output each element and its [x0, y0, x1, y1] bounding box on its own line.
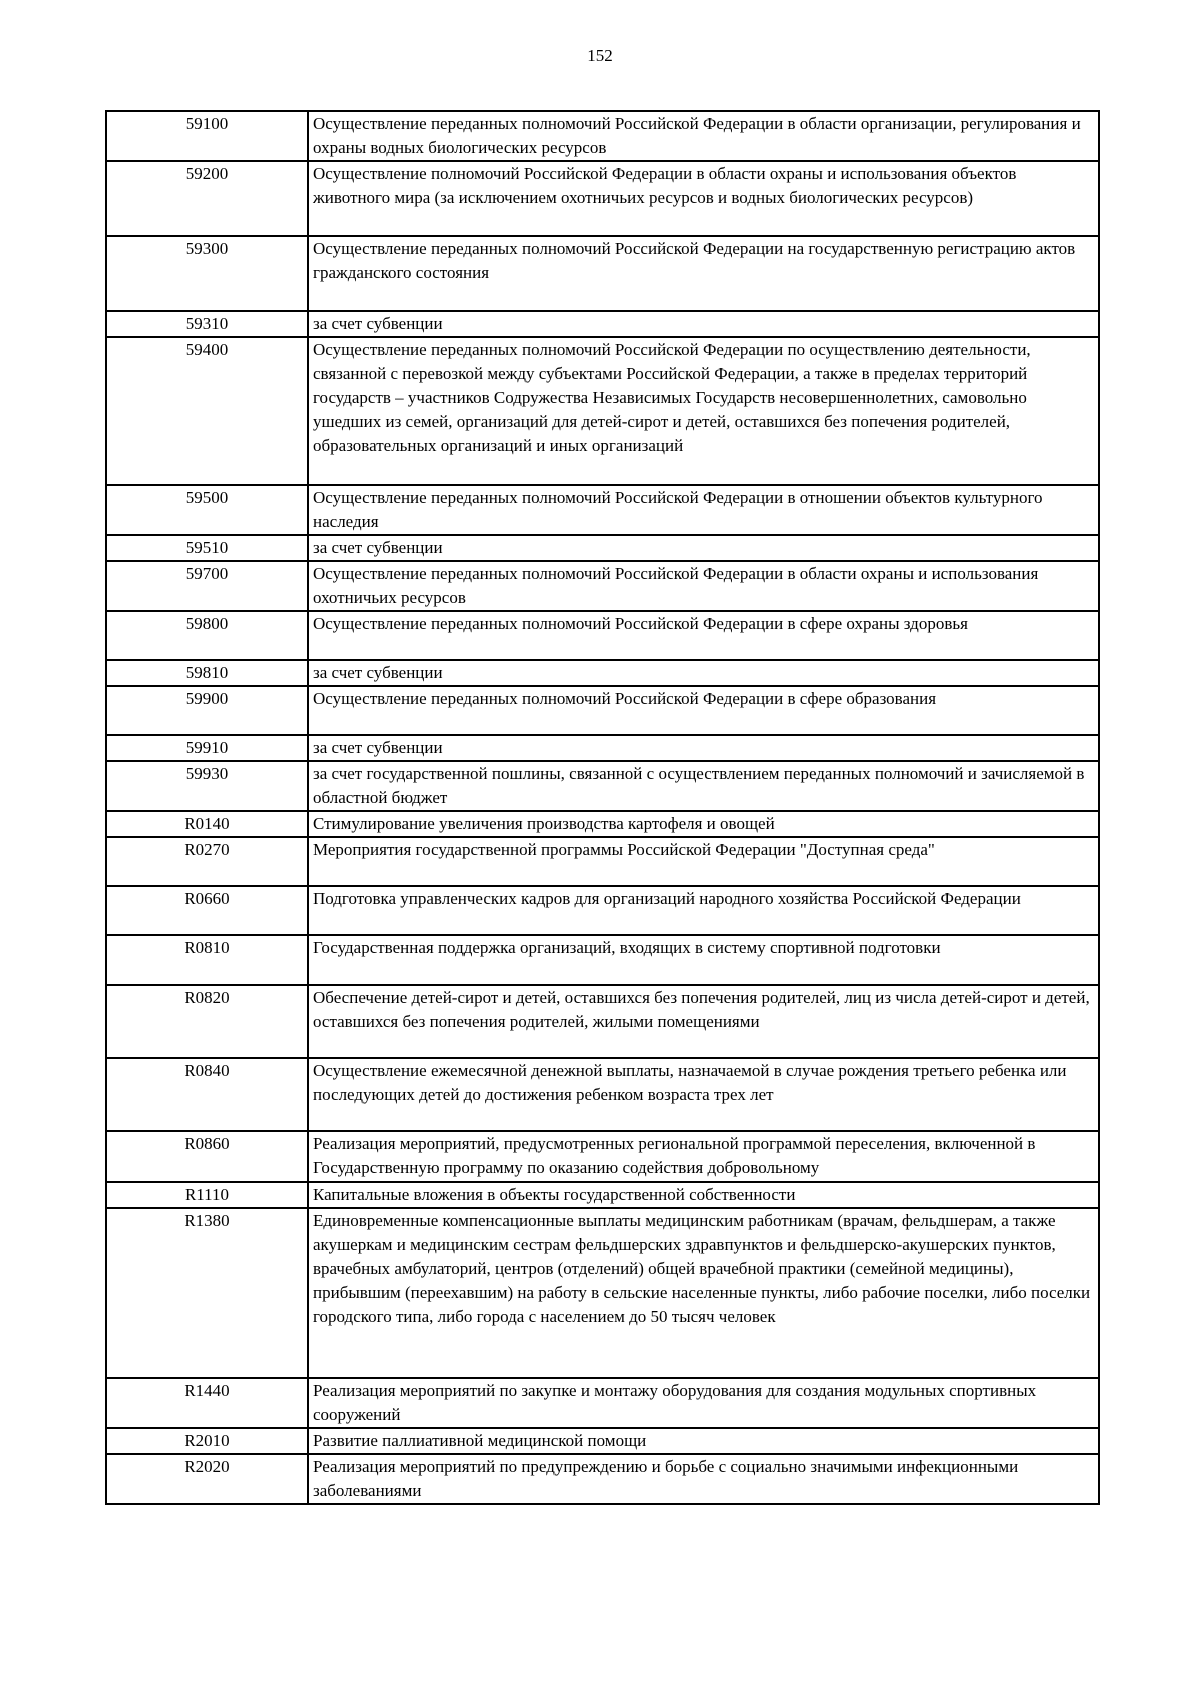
row-description: Подготовка управленческих кадров для организаций народного хозяйства Российской Федерации: [308, 886, 1099, 935]
row-description: Реализация мероприятий по предупреждению и борьбе с социально значимыми инфекционными заболеваниями: [308, 1454, 1099, 1504]
row-description: за счет государственной пошлины, связанной с осуществлением переданных полномочий и зачисляемой в областной бюджет: [308, 761, 1099, 811]
row-description: Государственная поддержка организаций, входящих в систему спортивной подготовки: [308, 935, 1099, 985]
row-code: R0140: [106, 811, 308, 837]
table-row: [106, 161, 1099, 236]
row-code: 59930: [106, 761, 308, 811]
row-code: 59500: [106, 485, 308, 535]
row-description: Обеспечение детей-сирот и детей, оставшихся без попечения родителей, лиц из числа детей-сирот и детей, оставшихся без попечения родителей, жилыми помещениями: [308, 985, 1099, 1058]
row-code: 59200: [106, 161, 308, 236]
row-code: 59900: [106, 686, 308, 735]
row-code: 59510: [106, 535, 308, 561]
table-row: [106, 837, 1099, 886]
row-description: Осуществление полномочий Российской Федерации в области охраны и использования объектов животного мира (за исключением охотничьих ресурсов и водных биологических ресурсов): [308, 161, 1099, 236]
table-row: [106, 311, 1099, 337]
row-code: 59310: [106, 311, 308, 337]
row-code: R2020: [106, 1454, 308, 1504]
row-description: Осуществление переданных полномочий Российской Федерации в области организации, регулирования и охраны водных биологических ресурсов: [308, 111, 1099, 161]
table-row: [106, 611, 1099, 660]
table-row: [106, 735, 1099, 761]
table-row: [106, 1182, 1099, 1208]
table-row: [106, 985, 1099, 1058]
table-row: [106, 561, 1099, 611]
table-row: [106, 1131, 1099, 1182]
table-row: [106, 337, 1099, 485]
row-description: Капитальные вложения в объекты государственной собственности: [308, 1182, 1099, 1208]
row-code: R1380: [106, 1208, 308, 1378]
row-description: Осуществление переданных полномочий Российской Федерации в сфере образования: [308, 686, 1099, 735]
row-code: R1440: [106, 1378, 308, 1428]
table-row: [106, 1208, 1099, 1378]
row-description: Развитие паллиативной медицинской помощи: [308, 1428, 1099, 1454]
table-row: [106, 686, 1099, 735]
row-code: R0820: [106, 985, 308, 1058]
row-code: 59800: [106, 611, 308, 660]
table-row: [106, 1454, 1099, 1504]
row-code: 59700: [106, 561, 308, 611]
row-description: Осуществление переданных полномочий Российской Федерации в сфере охраны здоровья: [308, 611, 1099, 660]
table-row: [106, 1058, 1099, 1131]
table-row: [106, 1428, 1099, 1454]
row-description: Единовременные компенсационные выплаты медицинским работникам (врачам, фельдшерам, а также акушеркам и медицинским сестрам фельдшерских здравпунктов и фельдшерско-акушерских пунктов, врачебных амбулаторий, центров (отделений) общей врачебной практики (семейной медицины), прибывшим (переехавшим) на работу в сельские населенные пункты, либо рабочие поселки, либо поселки городского типа, либо города с населением до 50 тысяч человек: [308, 1208, 1099, 1378]
row-description: Стимулирование увеличения производства картофеля и овощей: [308, 811, 1099, 837]
row-code: R1110: [106, 1182, 308, 1208]
row-description: Осуществление переданных полномочий Российской Федерации на государственную регистрацию актов гражданского состояния: [308, 236, 1099, 311]
table-row: [106, 761, 1099, 811]
row-description: Мероприятия государственной программы Российской Федерации "Доступная среда": [308, 837, 1099, 886]
row-description: за счет субвенции: [308, 535, 1099, 561]
row-code: R0860: [106, 1131, 308, 1182]
budget-codes-table: [105, 110, 1100, 1505]
row-code: 59400: [106, 337, 308, 485]
row-code: R2010: [106, 1428, 308, 1454]
row-description: за счет субвенции: [308, 311, 1099, 337]
row-code: 59100: [106, 111, 308, 161]
row-code: 59810: [106, 660, 308, 686]
row-code: R0810: [106, 935, 308, 985]
table-row: [106, 935, 1099, 985]
row-code: R0840: [106, 1058, 308, 1131]
row-description: Осуществление переданных полномочий Российской Федерации по осуществлению деятельности, связанной с перевозкой между субъектами Российской Федерации, а также в пределах территорий государств – участников Содружества Независимых Государств несовершеннолетних, самовольно ушедших из семей, организаций для детей-сирот и детей, оставшихся без попечения родителей, образовательных организаций и иных организаций: [308, 337, 1099, 485]
table-row: [106, 1378, 1099, 1428]
table-row: [106, 485, 1099, 535]
row-description: Осуществление переданных полномочий Российской Федерации в отношении объектов культурного наследия: [308, 485, 1099, 535]
row-description: за счет субвенции: [308, 735, 1099, 761]
row-description: Реализация мероприятий по закупке и монтажу оборудования для создания модульных спортивных сооружений: [308, 1378, 1099, 1428]
table-row: [106, 886, 1099, 935]
table-row: [106, 811, 1099, 837]
row-code: 59300: [106, 236, 308, 311]
table-row: [106, 535, 1099, 561]
table-row: [106, 111, 1099, 161]
row-code: R0660: [106, 886, 308, 935]
row-description: Осуществление переданных полномочий Российской Федерации в области охраны и использования охотничьих ресурсов: [308, 561, 1099, 611]
row-code: 59910: [106, 735, 308, 761]
row-description: Осуществление ежемесячной денежной выплаты, назначаемой в случае рождения третьего ребенка или последующих детей до достижения ребенком возраста трех лет: [308, 1058, 1099, 1131]
row-code: R0270: [106, 837, 308, 886]
table-row: [106, 236, 1099, 311]
row-description: за счет субвенции: [308, 660, 1099, 686]
page-number: 152: [587, 46, 613, 65]
table-row: [106, 660, 1099, 686]
row-description: Реализация мероприятий, предусмотренных региональной программой переселения, включенной в Государственную программу по оказанию содействия добровольному: [308, 1131, 1099, 1182]
